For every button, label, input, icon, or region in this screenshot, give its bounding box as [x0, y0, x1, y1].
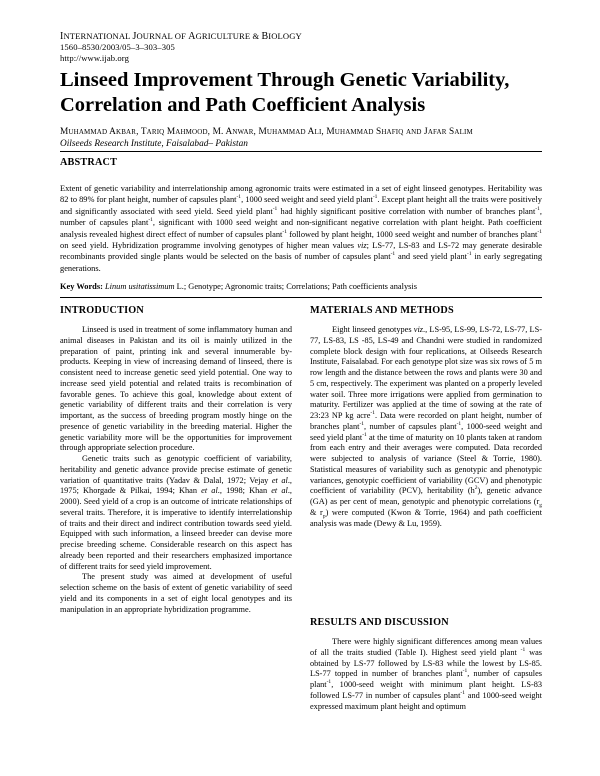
abstract-heading: ABSTRACT [60, 157, 118, 168]
introduction-heading: INTRODUCTION [60, 305, 144, 316]
paper-title: Linseed Improvement Through Genetic Variability, Correlation and Path Coefficient Analysis [60, 69, 510, 116]
keywords: Key Words: Linum usitatissimum L.; Genotype; Agronomic traits; Correlations; Path coefficients analysis [60, 282, 417, 291]
methods-heading: MATERIALS AND METHODS [310, 305, 454, 316]
intro-paragraph-3: The present study was aimed at development of useful selection scheme on the basis of extent of genetic variability of seed yield and its components in a set of eight local genotypes and its manipulation in an appropriate hybridization programme. [60, 572, 292, 614]
affiliation: Oilseeds Research Institute, Faisalabad– Pakistan [60, 139, 248, 149]
abstract-text: Extent of genetic variability and interrelationship among agronomic traits were estimated in a set of eight linseed genotypes. Heritability was 82 to 89% for plant height, number of capsules plant$^{-1}$, 1000 seed weight and seed yield plant$^{-1}$. Except plant height all the traits were positively and significantly associated with seed yield. Seed yield plant$^{-1}$ had highly significant positive correlation with number of branches plant$^{-1}$, number of capsules plant$^{-1}$, significant with 1000 seed weight and non-significant negative correlation with plant height. Path coefficient analysis revealed highest direct effect of number of capsules plant$^{-1}$ followed by plant height, 1000 seed weight and number of branches plant$^{-1}$ on seed yield. Hybridization programme involving genotypes of higher mean values viz; LS-77, LS-83 and LS-72 may generate desirable recombinants provided single plants would be selected on the basis of number of capsules plant$^{-1}$ and seed yield plant$^{-1}$ in early segregating generations. [60, 184, 543, 273]
journal-header [60, 31, 302, 64]
journal-name: INTERNATIONAL JOURNAL OF AGRICULTURE & BIOLOGY [60, 31, 302, 42]
keywords-label: Key Words: [60, 282, 103, 291]
author-list: Muhammad Akbar, Tariq Mahmood, M. Anwar, Muhammad Ali, Muhammad Shafiq and Jafar Salim [60, 127, 473, 137]
journal-url[interactable]: http://www.ijab.org [60, 53, 129, 63]
journal-issn: 1560–8530/2003/05–3–303–305 [60, 42, 175, 52]
introduction-body [60, 325, 292, 615]
intro-paragraph-2: Genetic traits such as genotypic coefficient of variability, heritability and genetic advance provide precise estimate of genetic variation of quantitative traits (Yadav & Dalal, 1972; Vejay et al., 1975; Khorgade & Pilkai, 1994; Khan et al., 1998; Khan et al., 2000). Seed yield of a crop is an outcome of intricate relationships of several traits. Therefore, it is imperative to identify interrelationship of traits and their direct and indirect contribution towards seed yield. Equipped with such information, a linseed breeder can devise more precise breeding scheme. Considerable research on this aspect has already been reported and their researchers emphasized importance of different traits for seed yield improvement. [60, 454, 293, 571]
abstract-divider [60, 297, 542, 298]
methods-paragraph-1: Eight linseed genotypes viz., LS-95, LS-99, LS-72, LS-77, LS-77, LS-83, LS -85, LS-49 and Chandni were studied in randomized complete block design with four replications, at Oilseeds Research Institute, Faisalabad. For each genotype plot size was six rows of 5 m row length and the distance between the rows and plants were 30 and 5 cm, respectively. The experiment was planted on a properly leveled water soil. Three more irrigations were applied from germination to maturity. Fertilizer was applied at the time of sowing at the rate of 23:23 NP kg acre$^{-1}$. Data were recorded on plant height, number of branches plant$^{-1}$, number of capsules plant$^{-1}$, 1000-seed weight and seed yield plant$^{-1}$ at the time of maturity on 10 plants taken at random from each entry and their averages were computed. Data recorded were subjected to analysis of variance (Steel & Torrie, 1980). Statistical measures of variability such as genotypic and phenotypic variances, genotypic coefficient of variability (GCV) and phenotypic coefficient of variability (PCV), heritability $(h^2)$, genetic advance (GA) as per cent of mean, genotypic and phenotypic correlations ($r_g$ & $r_p$) were computed (Kwon & Torrie, 1964) and path coefficient analysis was made (Dewy & Lu, 1959). [310, 325, 543, 528]
methods-body [310, 325, 542, 529]
results-body [310, 637, 542, 712]
results-paragraph-1: There were highly significant differences among mean values of all the traits studied (Table I). Highest seed yield plant $^{-1}$ was obtained by LS-77 followed by LS-83 while the lowest by LS-85. LS-77 topped in number of branches plant$^{-1}$, number of capsules plant$^{-1}$, 1000-seed weight with minimum plant height. LS-83 followed LS-77 in number of capsules plant$^{-1}$ and 1000-seed weight expressed maximum plant height and optimum [310, 637, 542, 711]
results-heading: RESULTS AND DISCUSSION [310, 617, 449, 628]
intro-paragraph-1: Linseed is used in treatment of some inflammatory human and animal diseases in Pakistan and its oil is mainly utilized in the preparation of paint, printing ink and several innumerable by-products. Keeping in view of increasing demand of linseed, there is consistent need to increase genetic seed yield potential. One way to increase seed yield potential and related traits is recombination of favorable genes. To achieve this goal, knowledge about extent of genetic variability of different traits and their correlation is very important, as the success of breeding program mostly hinge on the presence of genetic variability in the breeding material. Higher the genetic variability more will be the opportunities for improvement through appropriate selection procedure. [60, 325, 292, 453]
header-divider [60, 151, 542, 152]
